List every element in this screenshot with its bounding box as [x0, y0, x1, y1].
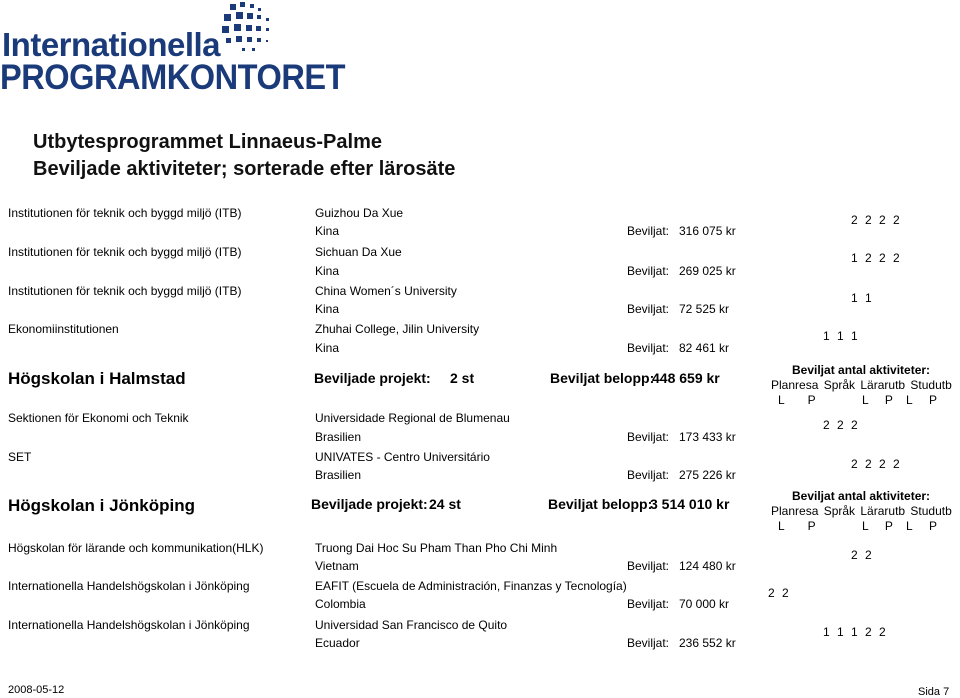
country-label: Brasilien	[315, 468, 362, 482]
belopp-label: Beviljat belopp:	[550, 370, 655, 386]
institution-label: Högskolan för lärande och kommunikation(HLK)	[8, 541, 264, 555]
country-label: Kina	[315, 302, 340, 316]
amount-value: 124 480 kr	[679, 559, 736, 573]
activities-lp: L P L P L P	[778, 393, 937, 407]
beviljat-label: Beviljat:	[627, 264, 670, 278]
activity-counts: 2 2 2 2	[851, 457, 900, 471]
amount-value: 236 552 kr	[679, 636, 736, 650]
partner-label: Zhuhai College, Jilin University	[315, 322, 480, 336]
activity-counts: 1 1	[851, 291, 872, 305]
partner-label: China Women´s University	[315, 284, 457, 298]
country-label: Kina	[315, 224, 340, 238]
logo-text-line1: Internationella	[2, 26, 221, 63]
institution-label: Institutionen för teknik och byggd miljö (ITB)	[8, 284, 242, 298]
activities-columns: Planresa Språk Lärarutb Studutb	[771, 504, 952, 518]
amount-value: 72 525 kr	[679, 302, 730, 316]
page-subtitle: Beviljade aktiviteter; sorterade efter lärosäte	[33, 158, 456, 180]
institution-label: Sektionen för Ekonomi och Teknik	[8, 411, 189, 425]
activity-counts: 2 2	[768, 586, 789, 600]
amount-value: 82 461 kr	[679, 341, 730, 355]
beviljat-label: Beviljat:	[627, 430, 670, 444]
activities-lp: L P L P L P	[778, 519, 937, 533]
activities-header: Beviljat antal aktiviteter:	[792, 363, 931, 377]
section-title: Högskolan i Halmstad	[8, 369, 186, 388]
institution-label: Internationella Handelshögskolan i Jönköping	[8, 618, 250, 632]
activity-counts: 2 2 2	[823, 418, 858, 432]
beviljat-label: Beviljat:	[627, 597, 670, 611]
partner-label: Sichuan Da Xue	[315, 245, 402, 259]
logo-text-line2: PROGRAMKONTORET	[0, 58, 346, 97]
institution-label: SET	[8, 450, 32, 464]
page-title: Utbytesprogrammet Linnaeus-Palme	[33, 131, 382, 153]
country-label: Brasilien	[315, 430, 362, 444]
projekt-value: 2 st	[450, 370, 475, 386]
partner-label: Universidade Regional de Blumenau	[315, 411, 510, 425]
institution-label: Internationella Handelshögskolan i Jönköping	[8, 579, 250, 593]
activity-counts: 2 2	[851, 548, 872, 562]
institution-label: Institutionen för teknik och byggd miljö (ITB)	[8, 245, 242, 259]
country-label: Vietnam	[315, 559, 359, 573]
projekt-label: Beviljade projekt:	[314, 370, 431, 386]
beviljat-label: Beviljat:	[627, 559, 670, 573]
beviljat-label: Beviljat:	[627, 341, 670, 355]
amount-value: 316 075 kr	[679, 224, 736, 238]
footer-date: 2008-05-12	[8, 684, 65, 696]
belopp-value: 448 659 kr	[652, 370, 720, 386]
country-label: Kina	[315, 264, 340, 278]
amount-value: 70 000 kr	[679, 597, 730, 611]
partner-label: EAFIT (Escuela de Administración, Finanzas y Tecnología)	[315, 579, 627, 593]
amount-value: 275 226 kr	[679, 468, 736, 482]
projekt-label: Beviljade projekt:	[311, 496, 428, 512]
activity-counts: 1 2 2 2	[851, 251, 900, 265]
beviljat-label: Beviljat:	[627, 224, 670, 238]
partner-label: UNIVATES - Centro Universitário	[315, 450, 490, 464]
country-label: Ecuador	[315, 636, 360, 650]
footer-page-number: Sida 7	[918, 686, 950, 698]
country-label: Kina	[315, 341, 340, 355]
institution-label: Institutionen för teknik och byggd miljö (ITB)	[8, 206, 242, 220]
amount-value: 173 433 kr	[679, 430, 736, 444]
activities-header: Beviljat antal aktiviteter:	[792, 489, 931, 503]
partner-label: Universidad San Francisco de Quito	[315, 618, 508, 632]
section-title: Högskolan i Jönköping	[8, 496, 196, 515]
activity-counts: 1 1 1	[823, 329, 858, 343]
beviljat-label: Beviljat:	[627, 302, 670, 316]
belopp-value: 3 514 010 kr	[650, 496, 730, 512]
activity-counts: 2 2 2 2	[851, 213, 900, 227]
beviljat-label: Beviljat:	[627, 468, 670, 482]
beviljat-label: Beviljat:	[627, 636, 670, 650]
activity-counts: 1 1 1 2 2	[823, 625, 886, 639]
partner-label: Guizhou Da Xue	[315, 206, 404, 220]
partner-label: Truong Dai Hoc Su Pham Than Pho Chi Minh	[315, 541, 558, 555]
institution-label: Ekonomiinstitutionen	[8, 322, 119, 336]
belopp-label: Beviljat belopp:	[548, 496, 653, 512]
activities-columns: Planresa Språk Lärarutb Studutb	[771, 378, 952, 392]
amount-value: 269 025 kr	[679, 264, 736, 278]
projekt-value: 24 st	[429, 496, 461, 512]
country-label: Colombia	[315, 597, 366, 611]
